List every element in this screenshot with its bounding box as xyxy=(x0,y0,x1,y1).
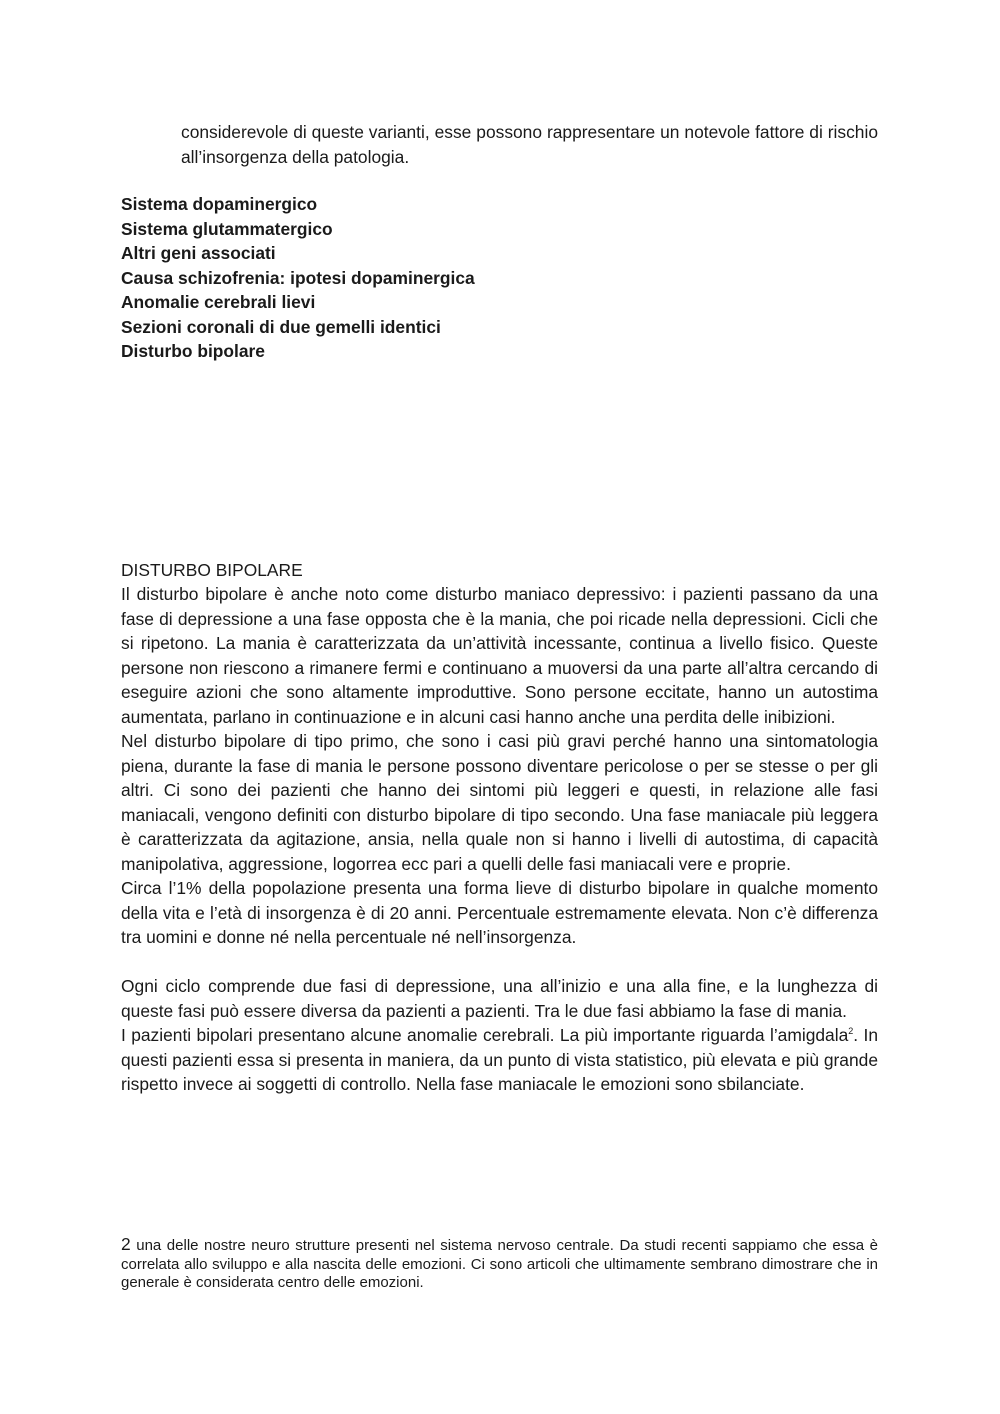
heading-list xyxy=(121,192,475,364)
heading-causa-schizofrenia: Causa schizofrenia: ipotesi dopaminergica xyxy=(121,267,475,288)
heading-sistema-dopaminergico: Sistema dopaminergico xyxy=(121,194,318,214)
heading-sistema-glutammatergico: Sistema glutammatergico xyxy=(121,218,333,239)
footnote-reference[interactable]: 2 xyxy=(848,1026,854,1037)
section-title: DISTURBO BIPOLARE xyxy=(121,560,303,580)
paragraph-intro-bipolare: Il disturbo bipolare è anche noto come disturbo maniaco depressivo: i pazienti passano da una fase di depressione a una fase opposta che è la mania, che poi ricade nella depressioni. Cicli che si ripetono. La mania è caratterizzata da un’attività incessante, continua a livello fisico. Queste persone non riescono a rimanere fermi e continuano a muoversi da una parte all’altra cercando di eseguire azioni che sono altamente improduttive. Sono persone eccitate, hanno un autostima aumentata, parlano in continuazione e in alcuni casi hanno anche una perdita delle inibizioni. xyxy=(121,584,878,727)
paragraph-prevalenza: Circa l’1% della popolazione presenta una forma lieve di disturbo bipolare in qualche momento della vita e l’età di insorgenza è di 20 anni. Percentuale estremamente elevata. Non c’è differenza tra uomini e donne né nella percentuale né nell’insorgenza. xyxy=(121,878,878,947)
heading-disturbo-bipolare: Disturbo bipolare xyxy=(121,341,265,361)
section-body xyxy=(121,582,878,1097)
footnote-text: una delle nostre neuro strutture presenti nel sistema nervoso centrale. Da studi recenti sappiamo che essa è correlata allo sviluppo e alla nascita delle emozioni. Ci sono articoli che ultimamente sembrano dimostrare che in generale è considerata centro delle emozioni. xyxy=(121,1237,878,1291)
paragraph-ciclo: Ogni ciclo comprende due fasi di depressione, una all’inizio e una alla fine, e la lunghezza di queste fasi può essere diversa da pazienti a pazienti. Tra le due fasi abbiamo la fase di mania. xyxy=(121,976,878,1021)
heading-anomalie-cerebrali: Anomalie cerebrali lievi xyxy=(121,292,316,312)
amygdala-text-after: . In questi pazienti essa si presenta in maniera, da un punto di vista statistico, più elevata e più grande rispetto invece ai soggetti di controllo. Nella fase maniacale le emozioni sono sbilanciate. xyxy=(121,1025,878,1094)
heading-sezioni-coronali: Sezioni coronali di due gemelli identici xyxy=(121,316,441,337)
paragraph-tipo-primo: Nel disturbo bipolare di tipo primo, che sono i casi più gravi perché hanno una sintomatologia piena, durante la fase di mania le persone possono diventare pericolose o per se stesse o per gli altri. Ci sono dei pazienti che hanno dei sintomi più leggeri e questi, in relazione alle fasi maniacali, vengono definiti con disturbo bipolare di tipo secondo. Una fase maniacale più leggera è caratterizzata da agitazione, ansia, nella quale non si hanno i livelli di autostima, di capacità manipolativa, aggressione, logorrea ecc pari a quelli delle fasi maniacali vere e proprie. xyxy=(121,731,878,874)
intro-paragraph: considerevole di queste varianti, esse possono rappresentare un notevole fattore di rischio all’insorgenza della patologia. xyxy=(181,122,878,167)
footnote-number: 2 xyxy=(121,1234,131,1254)
footnote xyxy=(121,1235,878,1293)
amygdala-text-before: I pazienti bipolari presentano alcune anomalie cerebrali. La più importante riguarda l’amigdala xyxy=(121,1025,849,1045)
heading-altri-geni: Altri geni associati xyxy=(121,243,276,263)
paragraph-amigdala xyxy=(121,1023,878,1097)
